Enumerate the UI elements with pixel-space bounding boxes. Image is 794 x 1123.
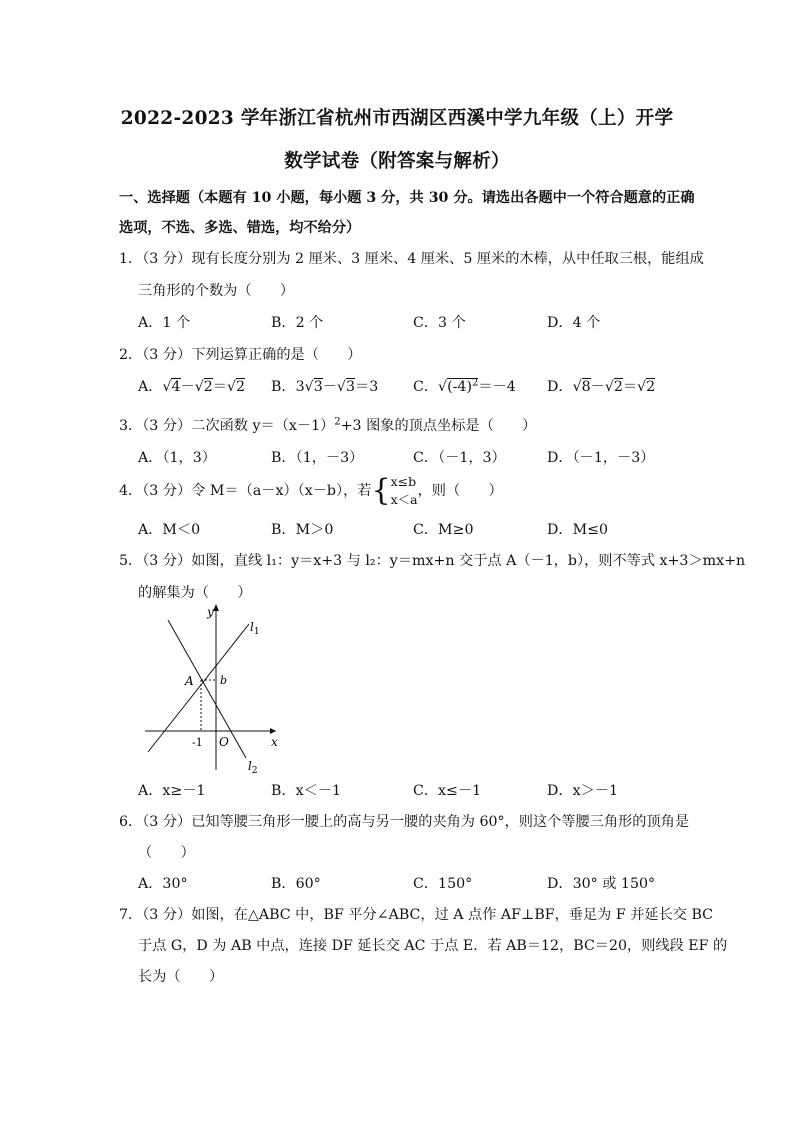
y-label: y [207, 605, 214, 619]
q4-system-brace: { [371, 473, 391, 508]
q4-option-c: C．M≥0 [413, 522, 474, 538]
q3-options [138, 447, 698, 469]
q3-option-c: C．（－1，3） [413, 450, 506, 466]
line-l1 [148, 624, 249, 752]
q6-options [138, 873, 698, 895]
q6-stem-line2: （ ） [138, 845, 195, 861]
q7-stem-line1: 7．（3 分）如图，在△ABC 中，BF 平分∠ABC，过 A 点作 AF⊥BF，垂足为 F 并延长交 BC [119, 907, 714, 923]
q4-stem: 4．（3 分）令 M＝（a－x）（x－b），若{x≤b x＜a，则（ ） [119, 473, 503, 508]
q5-option-a: A．x≥－1 [138, 783, 206, 799]
q2-stem: 2．（3 分）下列运算正确的是（ ） [119, 347, 362, 363]
q2-option-b: B．3√3－√3＝3 [271, 379, 379, 395]
q6-option-a: A．30° [138, 876, 188, 892]
q5-stem-line2: 的解集为（ ） [138, 585, 252, 601]
q1-option-b: B．2 个 [271, 315, 324, 331]
q2-option-d: D．√8－√2＝√2 [547, 379, 656, 395]
q6-option-b: B．60° [271, 876, 321, 892]
point-a-label: A [185, 674, 194, 688]
q3-option-a: A．（1，3） [138, 450, 216, 466]
q6-stem-line1: 6．（3 分）已知等腰三角形一腰上的高与另一腰的夹角为 60°，则这个等腰三角形的顶角是 [119, 814, 690, 830]
l1-label: $l_1$ [250, 620, 260, 637]
x-axis-arrow [270, 728, 276, 734]
section-heading-line1: 一、选择题（本题有 10 小题，每小题 3 分，共 30 分。请选出各题中一个符合题意的正确 [119, 190, 695, 206]
q5-option-c: C．x≤－1 [413, 783, 482, 799]
q3-stem: 3．（3 分）二次函数 $y=(x-1)^2+3$ 图象的顶点坐标是（ ） [119, 416, 537, 434]
neg1-label: -1 [192, 736, 203, 749]
y-axis-arrow [213, 604, 219, 611]
q4-options [138, 519, 698, 541]
section-heading-line2: 选项，不选、多选、错选，均不给分） [119, 220, 361, 236]
q7-stem-line2: 于点 G，D 为 AB 中点，连接 DF 延长交 AC 于点 E．若 AB＝12，BC＝20，则线段 EF 的 [138, 938, 728, 954]
q5-option-d: D．x＞－1 [547, 783, 618, 799]
q6-option-c: C．150° [413, 876, 473, 892]
q5-coordinate-figure [140, 600, 290, 778]
q2-options [138, 376, 698, 398]
q7-stem-line3: 长为（ ） [138, 969, 224, 985]
q4-system: x≤b x＜a [390, 474, 418, 507]
l2-label: $l_2$ [248, 759, 258, 776]
q6-option-d: D．30° 或 150° [547, 876, 656, 892]
exam-title-line2: 数学试卷（附答案与解析） [284, 151, 510, 172]
q3-option-d: D．（－1，－3） [547, 450, 655, 466]
q1-option-a: A．1 个 [138, 315, 191, 331]
q1-options [138, 312, 698, 334]
exam-title-line1: 2022-2023 学年浙江省杭州市西湖区西溪中学九年级（上）开学 [120, 108, 674, 129]
q1-option-d: D．4 个 [547, 315, 601, 331]
q1-stem-line1: 1．（3 分）现有长度分别为 2 厘米、3 厘米、4 厘米、5 厘米的木棒，从中任取三根，能组成 [119, 251, 704, 267]
origin-label: O [219, 735, 229, 749]
q5-stem-line1: 5．（3 分）如图，直线 l₁：y＝x+3 与 l₂：y＝mx+n 交于点 A（－1，b），则不等式 x+3＞mx+n [119, 553, 746, 569]
q1-stem-line2: 三角形的个数为（ ） [138, 283, 295, 299]
q3-option-b: B．（1，－3） [271, 450, 364, 466]
q2-option-c: C．$√(-4)^2=-4$ [413, 377, 516, 395]
q5-options [138, 780, 698, 802]
q2-option-a: A．√4－√2＝√2 [138, 379, 246, 395]
q5-option-b: B．x＜－1 [271, 783, 342, 799]
line-l2 [168, 620, 246, 758]
q4-option-b: B．M＞0 [271, 522, 334, 538]
b-label: b [220, 674, 228, 687]
q4-option-a: A．M＜0 [138, 522, 201, 538]
x-label: x [271, 735, 278, 749]
q4-option-d: D．M≤0 [547, 522, 609, 538]
q1-option-c: C．3 个 [413, 315, 466, 331]
